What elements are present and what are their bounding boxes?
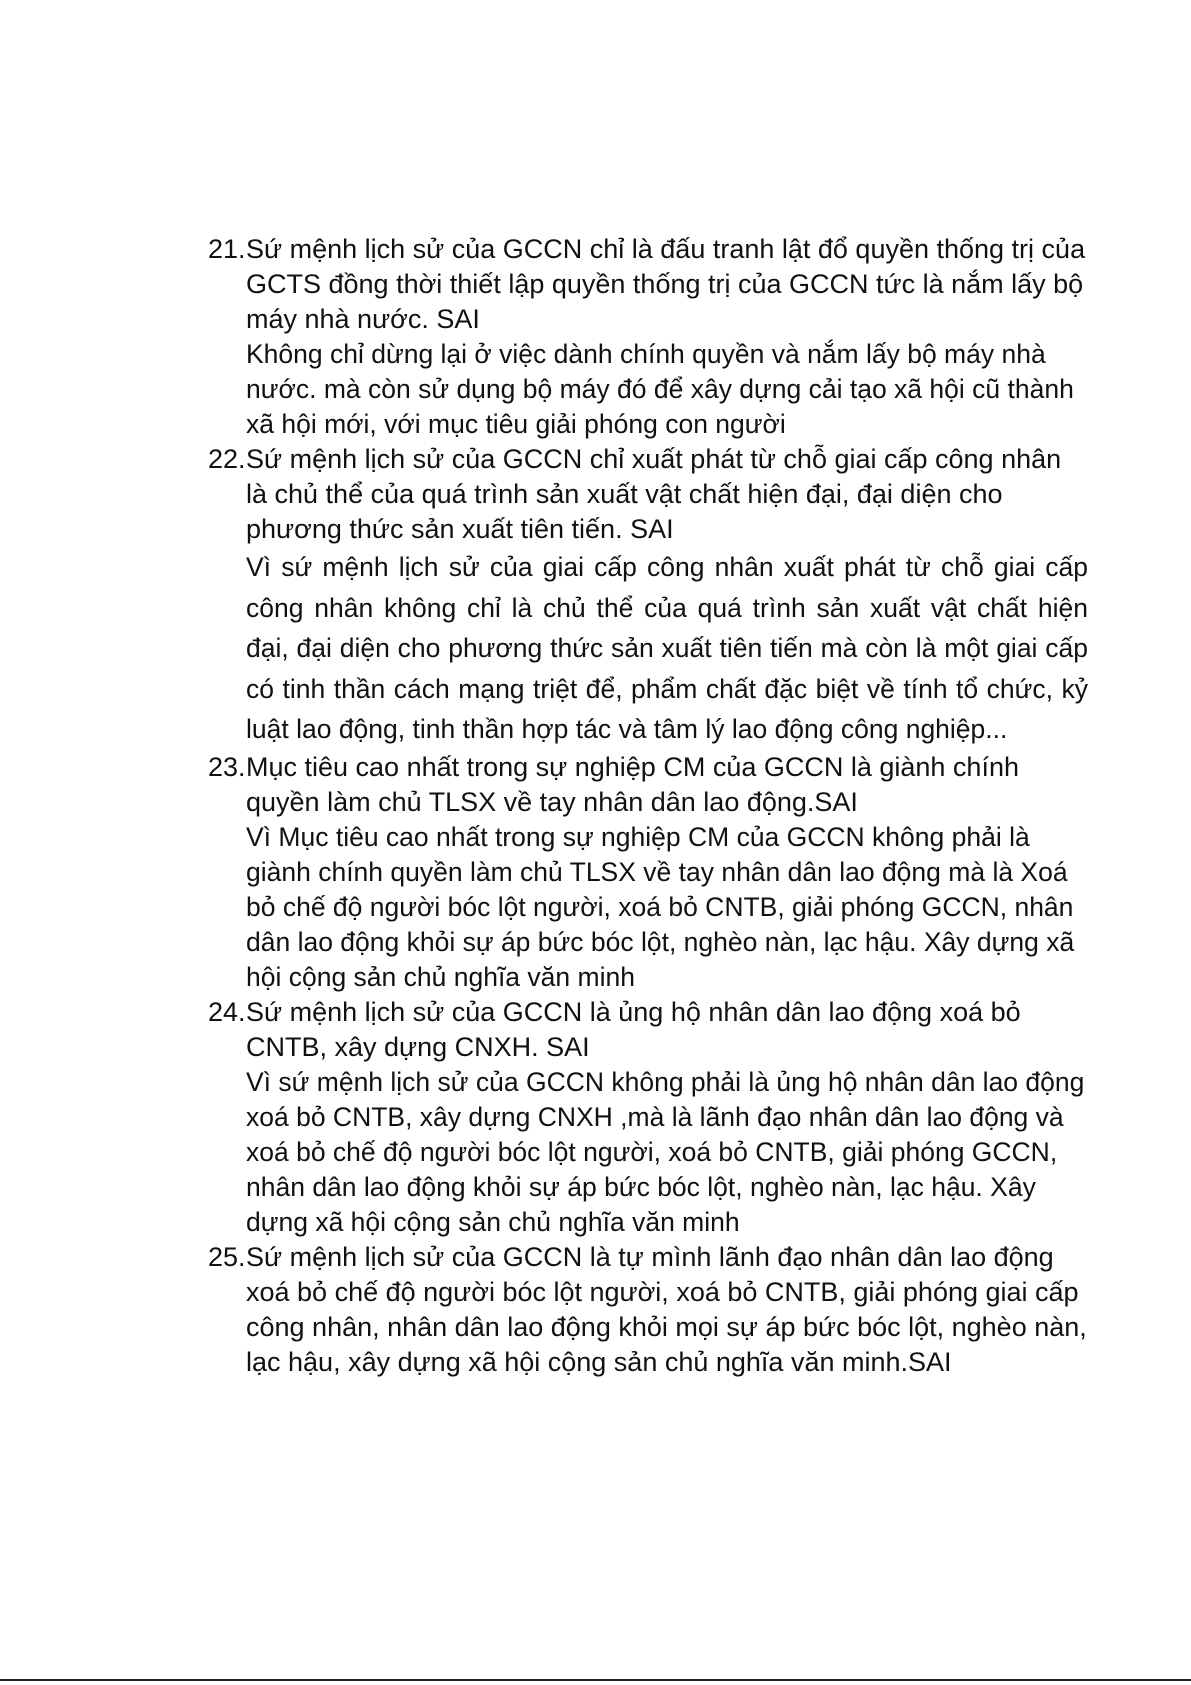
question-number: 24. — [208, 996, 246, 1027]
question-text — [208, 995, 1088, 1065]
question-statement: Sứ mệnh lịch sử của GCCN là tự mình lãnh đạo nhân dân lao động xoá bỏ chế độ người bóc lột người, xoá bỏ CNTB, giải phóng giai cấp công nhân, nhân dân lao động khỏi mọi sự áp bức bóc lột, nghèo nàn, lạc hậu, xây dựng xã hội cộng sản chủ nghĩa văn minh.SAI — [246, 1241, 1087, 1377]
question-item-22 — [208, 442, 1088, 750]
question-text — [208, 1240, 1088, 1380]
page-bottom-border — [0, 1679, 1191, 1681]
question-item-25 — [208, 1240, 1088, 1380]
answer-explanation: Vì sứ mệnh lịch sử của giai cấp công nhân xuất phát từ chỗ giai cấp công nhân không chỉ là chủ thể của quá trình sản xuất vật chất hiện đại, đại diện cho phương thức sản xuất tiên tiến mà còn là một giai cấp có tinh thần cách mạng triệt để, phẩm chất đặc biệt về tính tổ chức, kỷ luật lao động, tinh thần hợp tác và tâm lý lao động công nghiệp... — [246, 552, 1088, 744]
question-text — [208, 442, 1088, 547]
question-number: 21. — [208, 234, 246, 264]
question-number: 22. — [208, 444, 246, 474]
answer-explanation: Vì sứ mệnh lịch sử của GCCN không phải là ủng hộ nhân dân lao động xoá bỏ CNTB, xây dựng CNXH ,mà là lãnh đạo nhân dân lao động và xoá bỏ chế độ người bóc lột người, xoá bỏ CNTB, giải phóng GCCN, nhân dân lao động khỏi sự áp bức bóc lột, nghèo nàn, lạc hậu. Xây dựng xã hội cộng sản chủ nghĩa văn minh — [246, 1066, 1085, 1237]
question-text — [208, 750, 1088, 820]
answer-explanation: Vì Mục tiêu cao nhất trong sự nghiệp CM của GCCN không phải là giành chính quyền làm chủ TLSX về tay nhân dân lao động mà là Xoá bỏ chế độ người bóc lột người, xoá bỏ CNTB, giải phóng GCCN, nhân dân lao động khỏi sự áp bức bóc lột, nghèo nàn, lạc hậu. Xây dựng xã hội cộng sản chủ nghĩa văn minh — [246, 821, 1075, 992]
question-item-21 — [208, 232, 1088, 442]
question-statement: Sứ mệnh lịch sử của GCCN là ủng hộ nhân dân lao động xoá bỏ CNTB, xây dựng CNXH. SAI — [246, 996, 1021, 1062]
answer-explanation: Không chỉ dừng lại ở việc dành chính quyền và nắm lấy bộ máy nhà nước. mà còn sử dụng bộ máy đó để xây dựng cải tạo xã hội cũ thành xã hội mới, với mục tiêu giải phóng con người — [246, 339, 1074, 439]
document-body — [208, 232, 1088, 1380]
question-number: 25. — [208, 1241, 246, 1272]
question-statement: Sứ mệnh lịch sử của GCCN chỉ xuất phát từ chỗ giai cấp công nhân là chủ thể của quá trình sản xuất vật chất hiện đại, đại diện cho phương thức sản xuất tiên tiến. SAI — [246, 444, 1062, 544]
question-statement: Mục tiêu cao nhất trong sự nghiệp CM của GCCN là giành chính quyền làm chủ TLSX về tay nhân dân lao động.SAI — [246, 751, 1019, 817]
question-item-24 — [208, 995, 1088, 1240]
question-text — [208, 232, 1088, 337]
question-statement: Sứ mệnh lịch sử của GCCN chỉ là đấu tranh lật đổ quyền thống trị của GCTS đồng thời thiết lập quyền thống trị của GCCN tức là nắm lấy bộ máy nhà nước. SAI — [246, 234, 1086, 334]
question-item-23 — [208, 750, 1088, 995]
question-number: 23. — [208, 751, 246, 782]
